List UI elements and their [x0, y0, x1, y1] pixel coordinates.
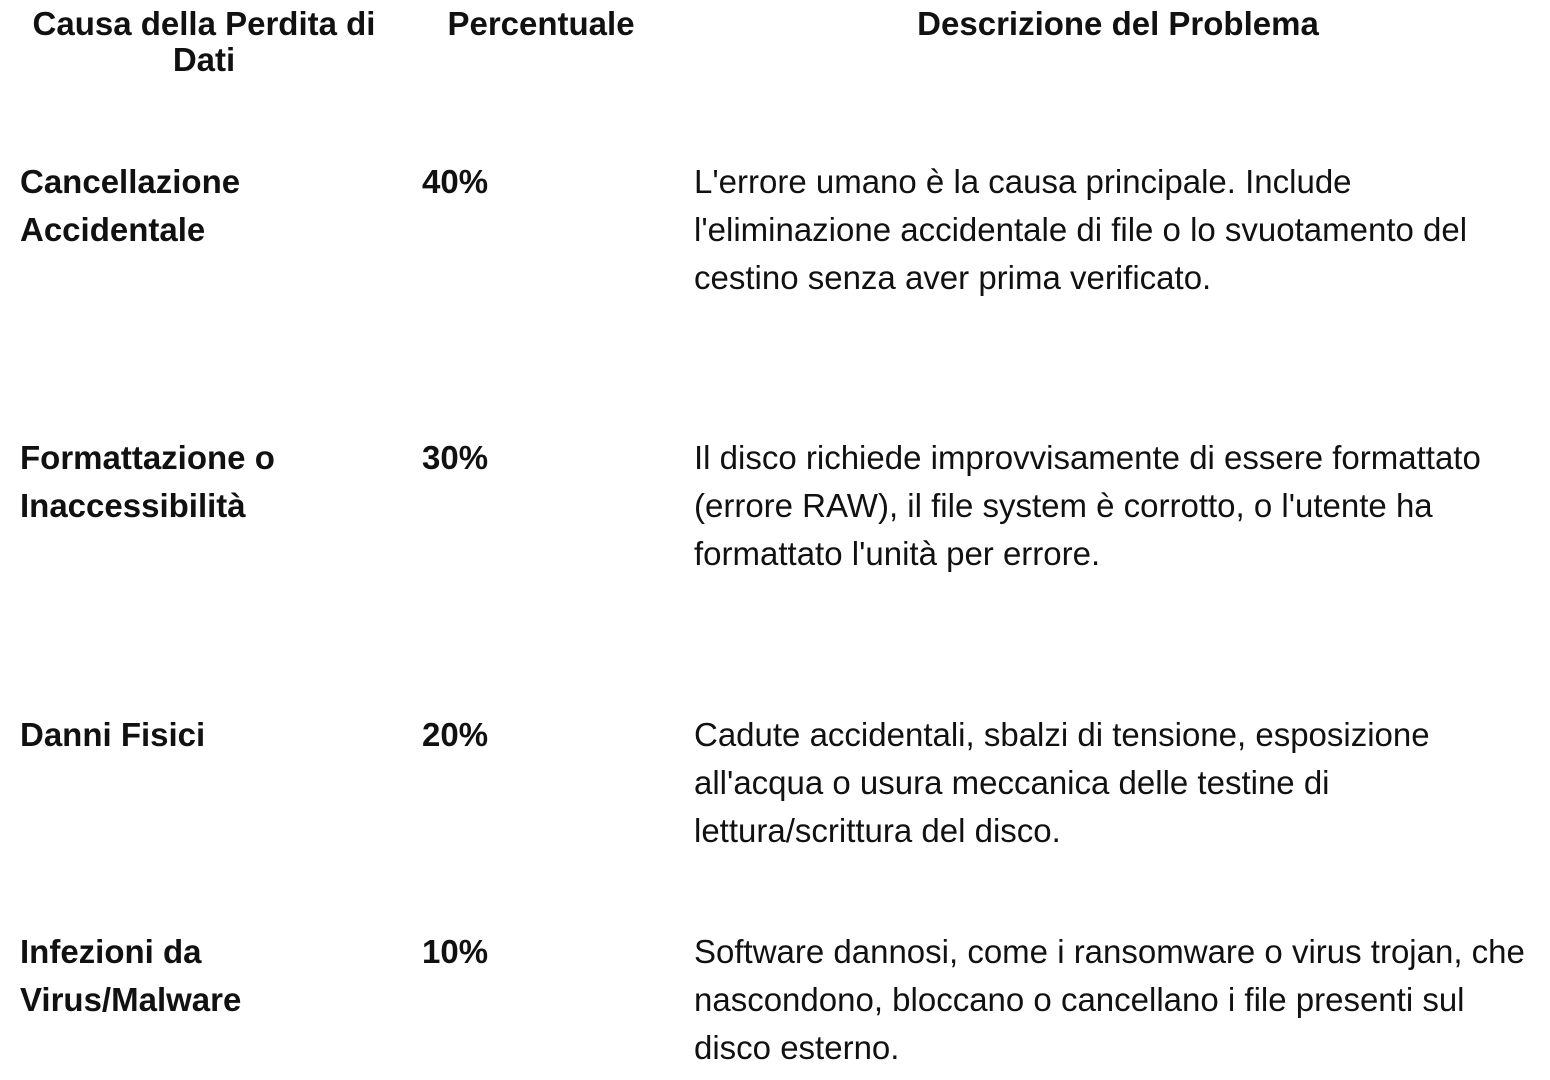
percentage-cell: 10%	[422, 933, 489, 970]
column-header-description: Descrizione del Problema	[917, 5, 1319, 42]
percentage-cell: 20%	[422, 716, 489, 753]
cause-cell: Formattazione o Inaccessibilità	[20, 439, 275, 524]
cause-cell: Infezioni da Virus/Malware	[20, 933, 242, 1018]
cause-cell: Cancellazione Accidentale	[20, 163, 241, 248]
cause-cell: Danni Fisici	[20, 716, 206, 753]
column-header-percentage: Percentuale	[447, 5, 635, 42]
percentage-cell: 40%	[422, 163, 489, 200]
description-cell: L'errore umano è la causa principale. Include l'eliminazione accidentale di file o lo svuotamento del cestino senza aver prima verificato.	[694, 163, 1468, 296]
description-cell: Cadute accidentali, sbalzi di tensione, esposizione all'acqua o usura meccanica delle testine di lettura/scrittura del disco.	[694, 716, 1430, 849]
description-cell: Software dannosi, come i ransomware o virus trojan, che nascondono, bloccano o cancellano i file presenti sul disco esterno.	[694, 933, 1525, 1066]
description-cell: Il disco richiede improvvisamente di essere formattato (errore RAW), il file system è corrotto, o l'utente ha formattato l'unità per errore.	[694, 439, 1481, 572]
column-header-cause: Causa della Perdita di Dati	[32, 5, 376, 78]
percentage-cell: 30%	[422, 439, 489, 476]
